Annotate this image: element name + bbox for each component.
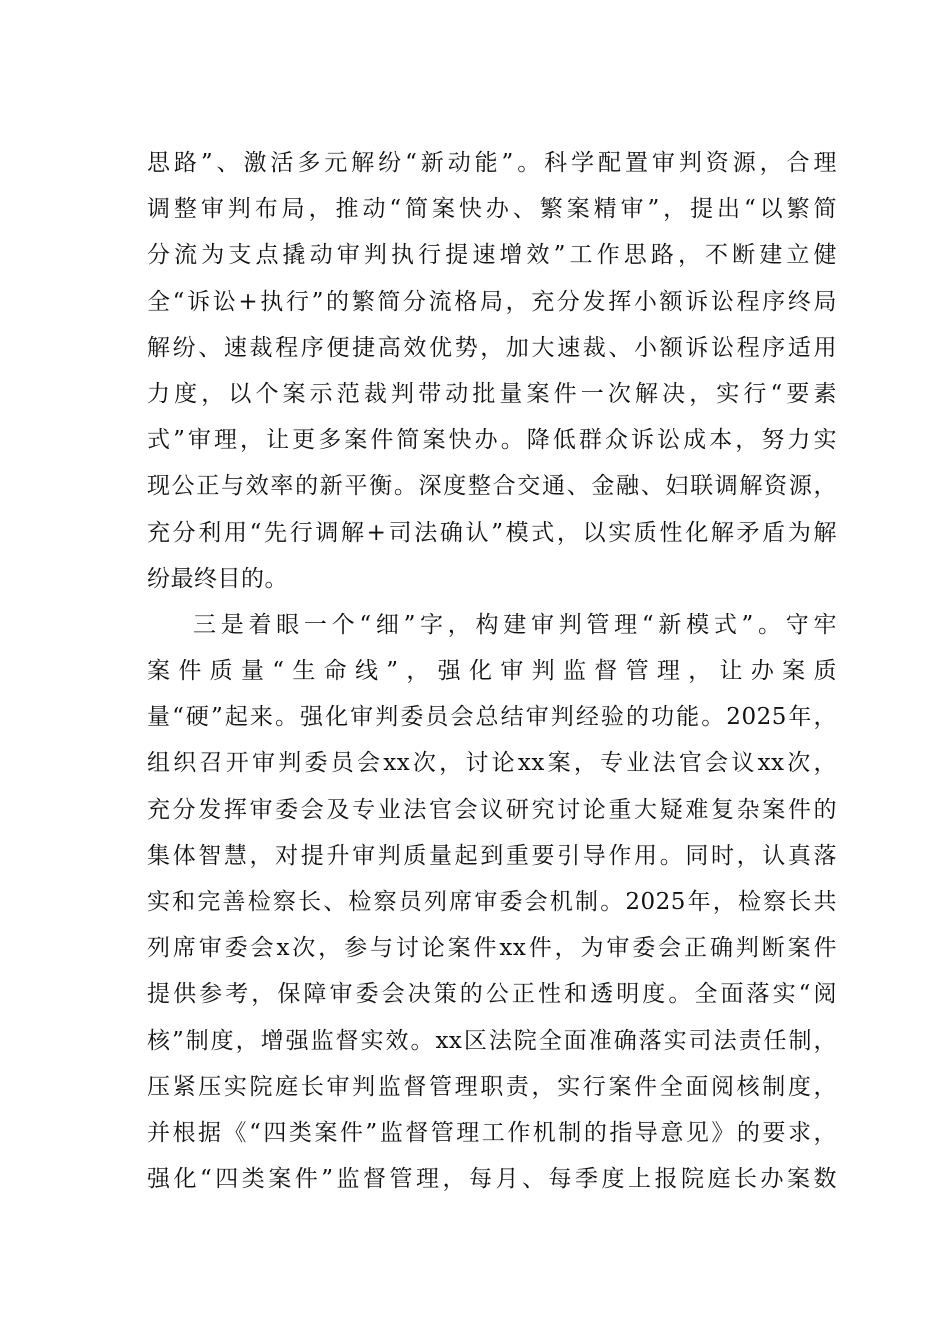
text-line: 集体智慧，对提升审判质量起到重要引导作用。同时，认真落 — [147, 842, 837, 869]
text-line: 分流为支点撬动审判执行提速增效”工作思路，不断建立健 — [147, 242, 837, 269]
text-line: 思路”、激活多元解纷“新动能”。科学配置审判资源，合理 — [147, 150, 837, 176]
text-line: 实和完善检察长、检察员列席审委会机制。2025年，检察长共 — [147, 889, 837, 915]
text-line: 全“诉讼+执行”的繁简分流格局，充分发挥小额诉讼程序终局 — [147, 288, 837, 315]
paragraph-first-line: 三是着眼一个“细”字，构建审判管理“新模式”。守牢 — [193, 611, 837, 638]
text-line: 充分利用“先行调解+司法确认”模式，以实质性化解矛盾为解 — [147, 519, 837, 546]
text-line: 提供参考，保障审委会决策的公正性和透明度。全面落实“阅 — [147, 981, 837, 1008]
text-line: 充分发挥审委会及专业法官会议研究讨论重大疑难复杂案件的 — [147, 796, 837, 823]
text-line: 解纷、速裁程序便捷高效优势，加大速裁、小额诉讼程序适用 — [147, 334, 837, 361]
text-line: 并根据《“四类案件”监督管理工作机制的指导意见》的要求， — [147, 1119, 837, 1146]
text-line: 列席审委会x次，参与讨论案件xx件，为审委会正确判断案件 — [147, 935, 837, 962]
text-line: 强化“四类案件”监督管理，每月、每季度上报院庭长办案数 — [147, 1166, 837, 1193]
text-line: 案件质量“生命线”，强化审判监督管理，让办案质 — [147, 658, 837, 685]
text-line: 量“硬”起来。强化审判委员会总结审判经验的功能。2025年， — [147, 704, 837, 731]
text-line: 调整审判布局，推动“简案快办、繁案精审”，提出“以繁简 — [147, 196, 837, 223]
text-line: 组织召开审判委员会xx次，讨论xx案，专业法官会议xx次， — [147, 750, 837, 777]
text-line: 式”审理，让更多案件简案快办。降低群众诉讼成本，努力实 — [147, 427, 837, 454]
text-line: 现公正与效率的新平衡。深度整合交通、金融、妇联调解资源， — [147, 473, 837, 500]
text-line: 力度，以个案示范裁判带动批量案件一次解决，实行“要素 — [147, 380, 837, 407]
text-line: 纷最终目的。 — [147, 565, 288, 592]
text-line: 压紧压实院庭长审判监督管理职责，实行案件全面阅核制度， — [147, 1073, 837, 1100]
text-line: 核”制度，增强监督实效。xx区法院全面准确落实司法责任制， — [147, 1027, 837, 1054]
body-text — [147, 140, 837, 1202]
